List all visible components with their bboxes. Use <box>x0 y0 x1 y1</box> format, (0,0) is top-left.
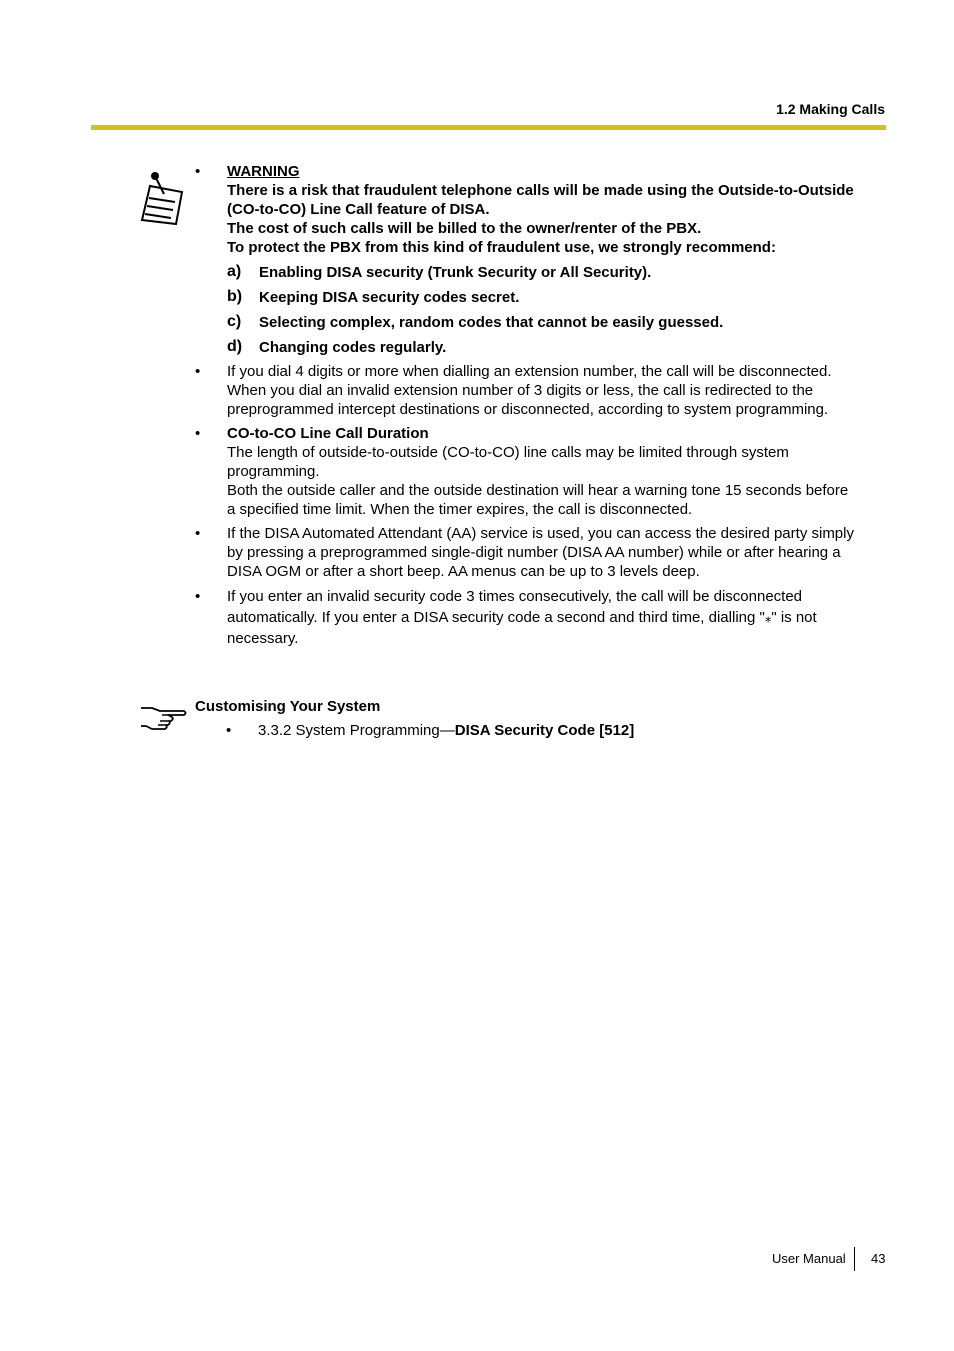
footer-label: User Manual <box>772 1251 846 1266</box>
bullet: • <box>226 722 232 739</box>
warning-line: There is a risk that fraudulent telephone calls will be made using the Outside-to-Outside (CO-to-CO) Line Call feature of DISA. <box>227 182 854 218</box>
recommendation-label: a) <box>227 263 242 280</box>
bullet: • <box>195 425 201 442</box>
warning-title: WARNING <box>227 163 300 180</box>
page-number: 43 <box>871 1251 886 1266</box>
header-section-title: 1.2 Making Calls <box>776 101 885 117</box>
notes-list <box>195 162 860 654</box>
aa-note-text: If the DISA Automated Attendant (AA) service is used, you can access the desired party simply by pressing a preprogrammed single-digit number (DISA AA number) while or after hearing a DISA OGM or after a short beep. AA menus can be up to 3 levels deep. <box>227 525 854 580</box>
recommendation-label: c) <box>227 313 242 330</box>
notepad-pin-icon <box>138 170 186 226</box>
recommendation-item <box>227 338 860 357</box>
recommendation-item <box>227 263 860 282</box>
duration-text: The length of outside-to-outside (CO-to-CO) line calls may be limited through system programming. <box>227 444 789 480</box>
recommendation-text: Changing codes regularly. <box>259 339 447 356</box>
bullet: • <box>195 363 201 380</box>
recommendation-item <box>227 313 860 332</box>
warning-line: The cost of such calls will be billed to the owner/renter of the PBX. <box>227 220 702 237</box>
recommendation-item <box>227 288 860 307</box>
bullet: • <box>195 163 201 180</box>
recommendation-label: d) <box>227 338 243 355</box>
reference-item <box>226 721 634 740</box>
duration-title: CO-to-CO Line Call Duration <box>227 425 429 442</box>
bullet: • <box>195 525 201 542</box>
customising-title: Customising Your System <box>195 698 381 715</box>
bullet: • <box>195 588 201 605</box>
recommendation-label: b) <box>227 288 243 305</box>
header-rule <box>91 125 886 130</box>
reference-link[interactable]: DISA Security Code [512] <box>454 722 635 739</box>
duration-note <box>195 424 860 519</box>
pointing-hand-icon <box>138 703 188 731</box>
warning-line: To protect the PBX from this kind of fraudulent use, we strongly recommend: <box>227 239 776 256</box>
security-note <box>195 586 860 649</box>
footer-divider <box>854 1247 855 1271</box>
recommendation-text: Keeping DISA security codes secret. <box>259 289 520 306</box>
security-note-text-end: " is not necessary. <box>227 609 817 647</box>
dialling-note-text: If you dial 4 digits or more when dialling an extension number, the call will be disconnected. When you dial an invalid extension number of 3 digits or less, the call is redirected to the preprogrammed intercept destinations or disconnected, according to system programming. <box>227 363 832 418</box>
security-note-text: If you enter an invalid security code 3 times consecutively, the call will be disconnected automatically. If you enter a DISA security code a second and third time, dialling " <box>227 588 803 626</box>
duration-text: Both the outside caller and the outside destination will hear a warning tone 15 seconds before a specified time limit. When the timer expires, the call is disconnected. <box>227 482 849 518</box>
star-key-symbol: ⁎ <box>764 610 772 625</box>
warning-block <box>195 162 860 357</box>
reference-prefix: 3.3.2 System Programming— <box>258 722 455 739</box>
aa-note <box>195 524 860 581</box>
recommendation-text: Selecting complex, random codes that cannot be easily guessed. <box>259 314 724 331</box>
dialling-note <box>195 362 860 419</box>
customising-section <box>195 697 634 745</box>
recommendation-text: Enabling DISA security (Trunk Security or All Security). <box>259 264 652 281</box>
